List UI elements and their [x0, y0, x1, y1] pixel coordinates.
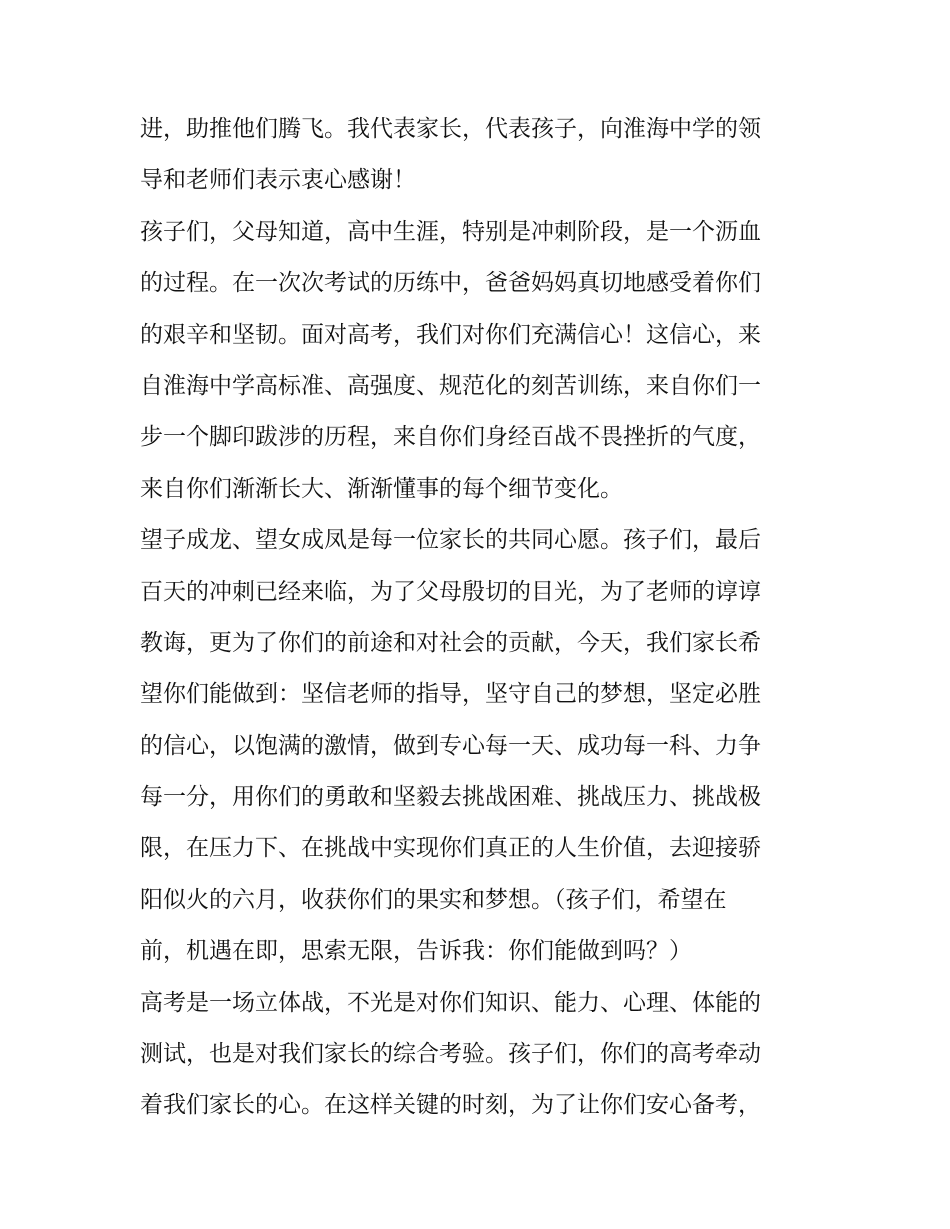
text-line: 教诲，更为了你们的前途和对社会的贡献，今天，我们家长希 — [140, 629, 761, 656]
text-line: 望子成龙、望女成凤是每一位家长的共同心愿。孩子们，最后 — [140, 527, 761, 554]
text-line: 限，在压力下、在挑战中实现你们真正的人生价值，去迎接骄 — [140, 835, 761, 862]
text-line: 每一分，用你们的勇敢和坚毅去挑战困难、挑战压力、挑战极 — [140, 784, 761, 811]
text-line: 孩子们，父母知道，高中生涯，特别是冲刺阶段，是一个沥血 — [140, 218, 761, 245]
text-line: 阳似火的六月，收获你们的果实和梦想。（孩子们，希望在 — [140, 886, 727, 913]
text-line: 来自你们渐渐长大、渐渐懂事的每个细节变化。 — [140, 475, 623, 502]
text-line: 测试，也是对我们家长的综合考验。孩子们，你们的高考牵动 — [140, 1041, 761, 1068]
text-line: 前，机遇在即，思索无限，告诉我：你们能做到吗？） — [140, 938, 692, 965]
text-line: 着我们家长的心。在这样关键的时刻，为了让你们安心备考， — [140, 1092, 761, 1119]
text-line: 的信心，以饱满的激情，做到专心每一天、成功每一科、力争 — [140, 732, 761, 759]
text-line: 高考是一场立体战，不光是对你们知识、能力、心理、体能的 — [140, 989, 761, 1016]
text-line: 进，助推他们腾飞。我代表家长，代表孩子，向淮海中学的领 — [140, 116, 761, 142]
text-line: 的艰辛和坚韧。面对高考，我们对你们充满信心！这信心，来 — [140, 321, 761, 348]
text-line: 望你们能做到：坚信老师的指导，坚守自己的梦想，坚定必胜 — [140, 681, 761, 708]
text-line: 导和老师们表示衷心感谢！ — [140, 167, 416, 194]
text-line: 自淮海中学高标准、高强度、规范化的刻苦训练，来自你们一 — [140, 372, 761, 399]
text-line: 的过程。在一次次考试的历练中，爸爸妈妈真切地感受着你们 — [140, 270, 761, 297]
text-line: 步一个脚印跋涉的历程，来自你们身经百战不畏挫折的气度， — [140, 424, 761, 451]
text-line: 百天的冲刺已经来临，为了父母殷切的目光，为了老师的谆谆 — [140, 578, 761, 605]
body-text — [140, 104, 820, 1132]
